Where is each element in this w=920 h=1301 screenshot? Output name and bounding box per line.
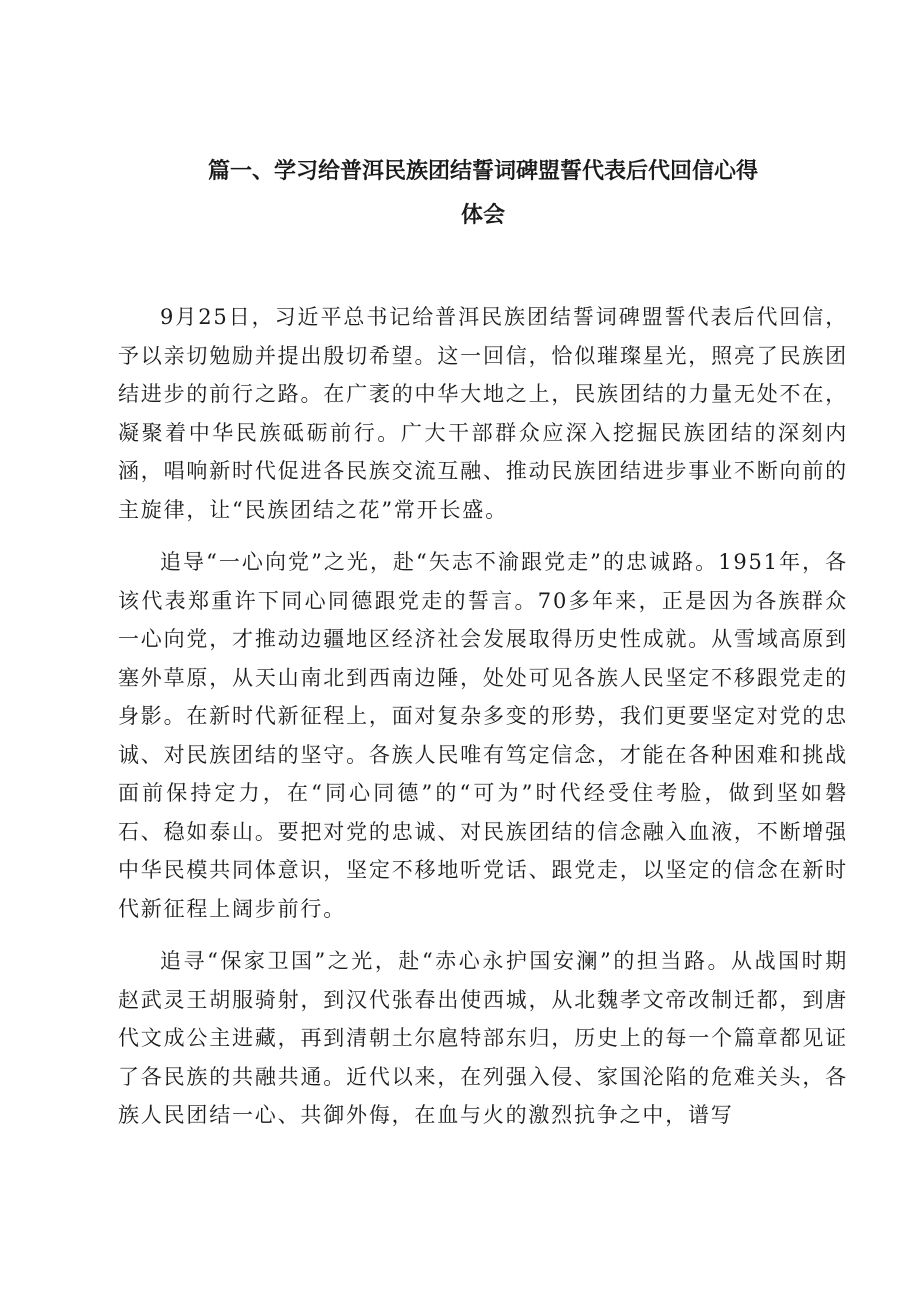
paragraph-3: 追寻“保家卫国”之光，赴“赤心永护国安澜”的担当路。从战国时期赵武灵王胡服骑射，到汉代张春出使西城，从北魏孝文帝改制迁都，到唐代文成公主进藏，再到清朝土尔扈特部东归，历史上的每一个篇章都见证了各民族的共融共通。近代以来，在列强入侵、家国沦陷的危难关头，各族人民团结一心、共御外侮，在血与火的激烈抗争之中，谱写 — [118, 949, 848, 1127]
title-line-1: 篇一、学习给普洱民族团结誓词碑盟誓代表后代回信心得 — [207, 159, 758, 184]
paragraph-1: 9月25日，习近平总书记给普洱民族团结誓词碑盟誓代表后代回信，予以亲切勉励并提出殷切希望。这一回信，恰似璀璨星光，照亮了民族团结进步的前行之路。在广袤的中华大地之上，民族团结的力量无处不在，凝聚着中华民族砥砺前行。广大干部群众应深入挖掘民族团结的深刻内涵，唱响新时代促进各民族交流互融、推动民族团结进步事业不断向前的主旋律，让“民族团结之花”常开长盛。 — [118, 305, 848, 522]
paragraph-2: 追导“一心向党”之光，赴“矢志不渝跟党走”的忠诚路。1951年，各该代表郑重许下同心同德跟党走的誓言。70多年来，正是因为各族群众一心向党，才推动边疆地区经济社会发展取得历史性成就。从雪域高原到塞外草原，从天山南北到西南边陲，处处可见各族人民坚定不移跟党走的身影。在新时代新征程上，面对复杂多变的形势，我们更要坚定对党的忠诚、对民族团结的坚守。各族人民唯有笃定信念，才能在各种困难和挑战面前保持定力，在“同心同德”的“可为”时代经受住考脸，做到坚如磐石、稳如泰山。要把对党的忠诚、对民族团结的信念融入血液，不断增强中华民模共同体意识，坚定不移地听党话、跟党走，以坚定的信念在新时代新征程上阔步前行。 — [118, 550, 848, 921]
title-line-2: 体会 — [460, 203, 505, 228]
document-title — [118, 150, 848, 238]
